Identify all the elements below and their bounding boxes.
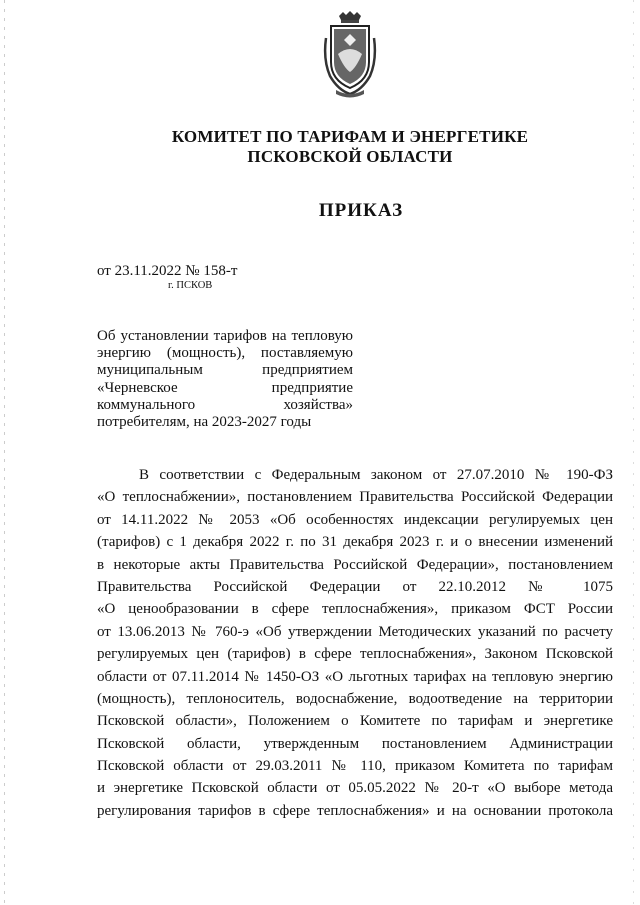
order-date-number: от 23.11.2022 № 158-т [97, 263, 238, 279]
body-line: регулируемых цен (тарифов) в сфере теплоснабжения», Законом Псковской [97, 646, 613, 663]
body-line: Псковской области, утвержденным постановлением Администрации [97, 735, 613, 752]
document-type: ПРИКАЗ [318, 200, 404, 221]
subject-line: потребителям, на 2023-2027 годы [97, 413, 312, 430]
order-subject [97, 328, 353, 431]
pskov-oblast-coat-of-arms-icon [322, 10, 378, 100]
subject-line: «Черневское предприятие [97, 379, 353, 396]
order-city: г. ПСКОВ [168, 280, 213, 291]
body-line: регулирования тарифов в сфере теплоснабжения» и на основании протокола [97, 802, 613, 819]
subject-line: муниципальным предприятием [97, 362, 353, 379]
body-line: от 14.11.2022 № 2053 «Об особенностях индексации регулируемых цен [97, 511, 613, 528]
subject-line: Об установлении тарифов на тепловую [97, 328, 353, 344]
body-line: Правительства Российской Федерации от 22.10.2012 № 1075 [97, 578, 613, 595]
body-line: и энергетике Псковской области от 05.05.2022 № 20-т «О выборе метода [97, 780, 613, 797]
subject-line: энергию (мощность), поставляемую [97, 345, 353, 362]
body-line: (мощность), теплоноситель, водоснабжение, водоотведение на территории [97, 690, 613, 707]
body-line: В соответствии с Федеральным законом от 27.07.2010 № 190-ФЗ [139, 467, 613, 483]
body-line: (тарифов) с 1 декабря 2022 г. по 31 декабря 2023 г. и о внесении изменений [97, 534, 613, 551]
org-name-line1: КОМИТЕТ ПО ТАРИФАМ И ЭНЕРГЕТИКЕ [171, 127, 529, 146]
order-body [97, 464, 613, 822]
body-line: от 13.06.2013 № 760-э «Об утверждении Методических указаний по расчету [97, 623, 613, 640]
body-line: в некоторые акты Правительства Российской Федерации», постановлением [97, 556, 613, 573]
body-line: «О ценообразовании в сфере теплоснабжения», приказом ФСТ России [97, 601, 613, 618]
body-line: Псковской области», Положением о Комитете по тарифам и энергетике [97, 713, 613, 730]
subject-line: коммунального хозяйства» [97, 396, 353, 413]
body-line: Псковской области от 29.03.2011 № 110, приказом Комитета по тарифам [97, 758, 613, 775]
body-line: области от 07.11.2014 № 1450-ОЗ «О льготных тарифах на тепловую энергию [97, 668, 613, 685]
org-name-line2: ПСКОВСКОЙ ОБЛАСТИ [247, 147, 453, 166]
body-line: «О теплоснабжении», постановлением Правительства Российской Федерации [97, 489, 613, 506]
